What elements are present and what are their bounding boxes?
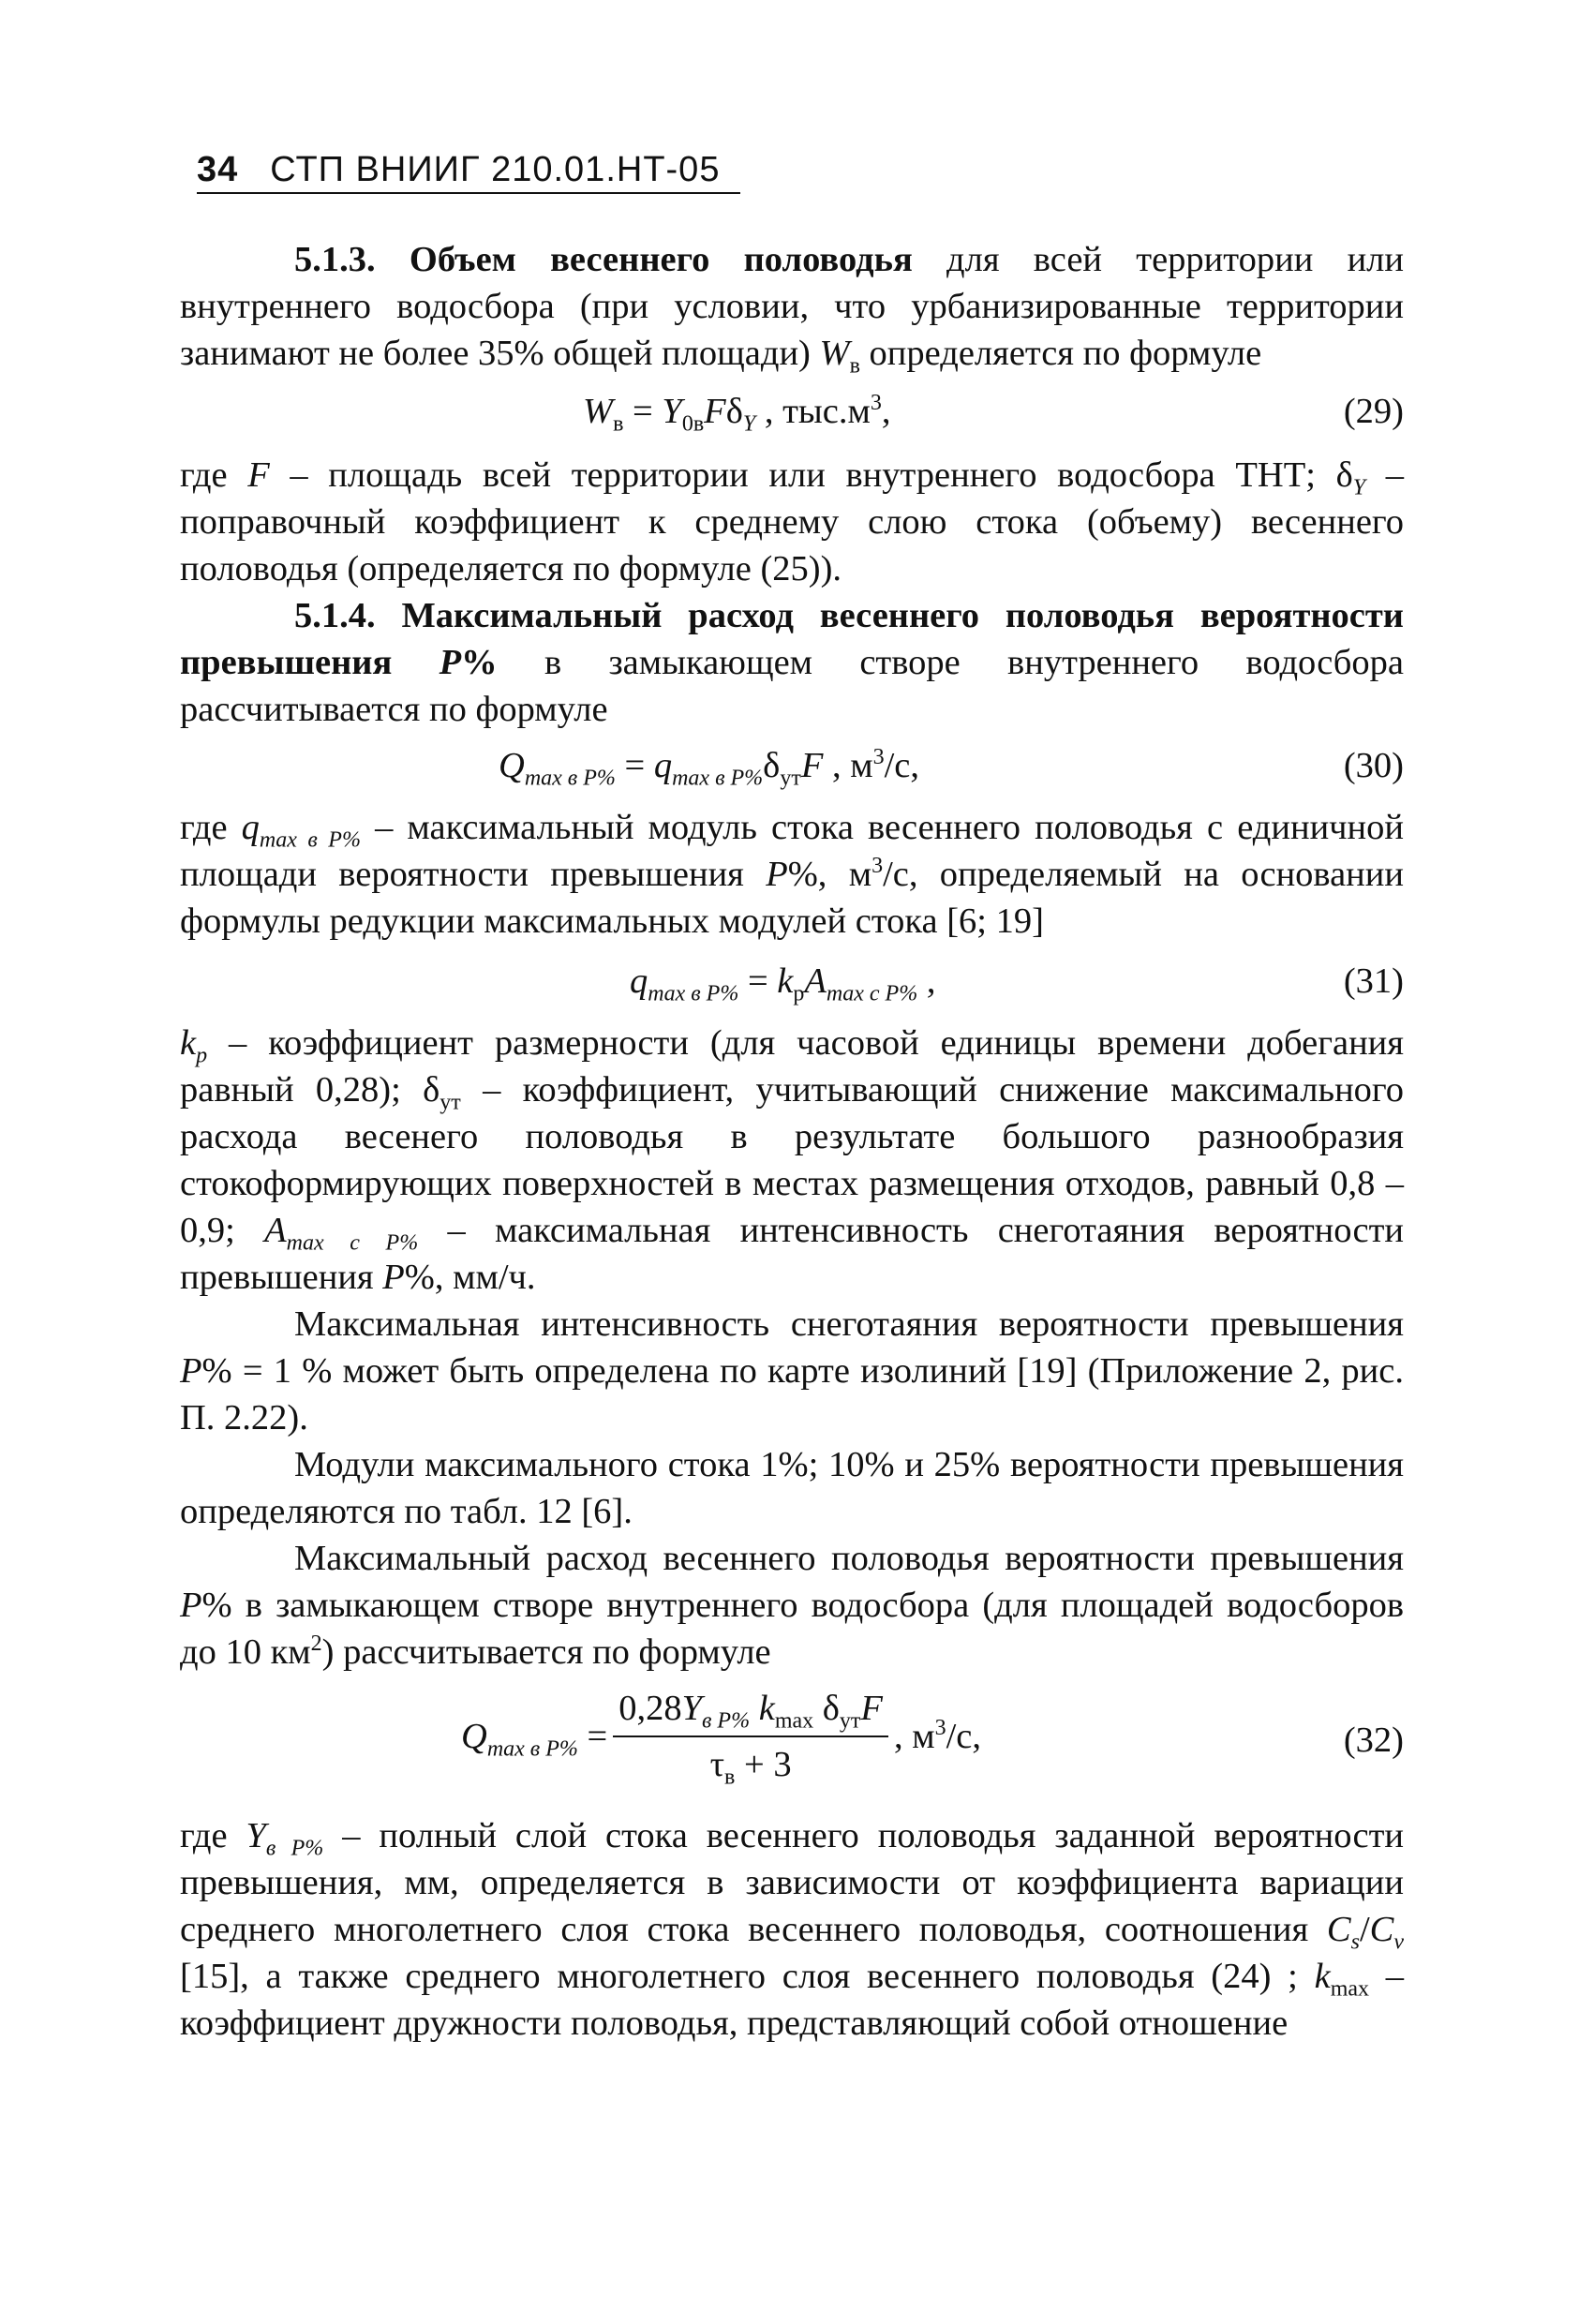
paragraph-31-definitions: $k_p$ – коэффициент размерности (для часовой единицы времени добегания равный 0,28); $\delta_{ут}$ – коэффициент, учитывающий снижение максимального расхода весенего половодья в результате большого разнообразия стокоформирующих поверхностей в местах размещения отходов, равный 0,8 – 0,9; $A_{max с P\%}$ – максимальная интенсивность снеготаяния вероятности превышения P%, мм/ч.: [180, 1023, 1405, 1297]
page-header: [197, 150, 740, 194]
equation-number: (30): [1343, 746, 1404, 785]
text-body: [180, 236, 1404, 2047]
equation-number: (32): [1343, 1721, 1404, 1760]
paragraph-small-catchments: Максимальный расход весеннего половодья вероятности превышения P% в замыкающем створе внутреннего водосбора (для площадей водосборов до 10 $км^2$) рассчитывается по формуле: [180, 1539, 1404, 1672]
numerator: $0,28Y_{в P\%}$ $k_{max}$ $\delta_{ут}F$: [613, 1685, 888, 1737]
formula-32: $Q_{max в P\%}$ = $\frac{0,28Y_{в P\%} k_{max} \delta_{ут}F}{\tau_в + 3}$ , $м^3/с$, (32): [180, 1685, 1404, 1807]
paragraph-29-definitions: где F – площадь всей территории или внутреннего водосбора ТНТ; $\delta_Y$ – поправочный коэффициент к среднему слою стока (объему) весеннего половодья (определяется по формуле (25)).: [180, 455, 1404, 588]
paragraph-intensity: Максимальная интенсивность снеготаяния вероятности превышения P% = 1 % может быть определена по карте изолиний [19] (Приложение 2, рис. П. 2.22).: [180, 1304, 1404, 1438]
denominator: $\tau_в + 3$: [709, 1745, 792, 1790]
equation-number: (31): [1343, 961, 1404, 1001]
page-number: 34: [197, 150, 239, 189]
paragraph-30-definitions: где $q_{max в P\%}$ – максимальный модуль стока весеннего половодья с единичной площади вероятности превышения P%, $м^3/с$, определяемый на основании формулы редукции максимальных модулей стока [6; 19]: [180, 808, 1404, 941]
section-heading: 5.1.4. Максимальный расход весеннего половодья вероятности превышения: [180, 596, 1404, 682]
section-5-1-3: 5.1.3. Объем весеннего половодья для всей территории или внутреннего водосбора (при условии, что урбанизированные территории занимают не более 35% общей площади) $W_в$ определяется по формуле: [180, 240, 1404, 379]
formula-30: $Q_{max в P\%} = q_{max в P\%}\delta_{ут}F$ , $м^3/с$, (30): [180, 742, 1404, 800]
paragraph-modules: Модули максимального стока 1%; 10% и 25% вероятности превышения определяются по табл. 12 [6].: [180, 1445, 1404, 1531]
section-5-1-4: 5.1.4. Максимальный расход весеннего половодья вероятности превышения P% в замыкающем створе внутреннего водосбора рассчитывается по формуле: [180, 596, 1404, 729]
section-heading: 5.1.3. Объем весеннего половодья: [294, 240, 913, 279]
formula-29: $W_в = Y_{0в}F\delta_Y$ , $тыс.м^3$, (29): [180, 388, 1404, 446]
document-code: СТП ВНИИГ 210.01.НТ-05: [270, 150, 721, 189]
fraction: [613, 1685, 888, 1788]
equation-number: (29): [1343, 392, 1404, 431]
paragraph-32-definitions: где $Y_{в P\%}$ – полный слой стока весеннего половодья заданной вероятности превышения, мм, определяется в зависимости от коэффициента вариации среднего многолетнего слоя стока весеннего половодья, соотношения $C_s/C_v$ [15], а также среднего многолетнего слоя весеннего половодья (24) ; $k_{max}$ – коэффициент дружности половодья, представляющий собой отношение: [180, 1816, 1405, 2043]
formula-31: $q_{max в P\%} = k_рA_{max с P\%}$ , (31): [180, 958, 1404, 1016]
